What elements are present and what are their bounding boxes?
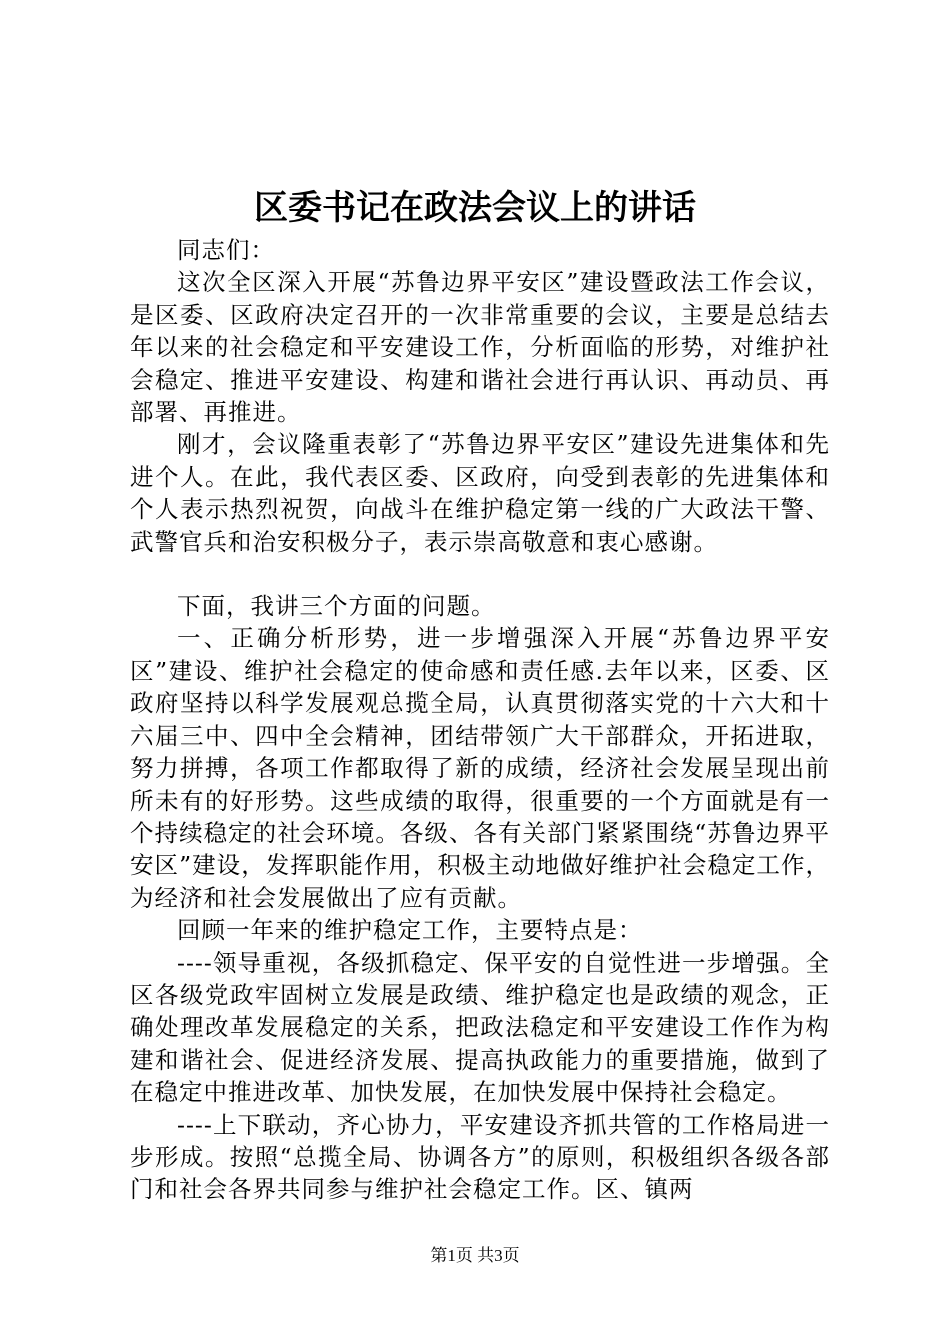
body-paragraph: 一、正确分析形势，进一步增强深入开展“苏鲁边界平安区”建设、维护社会稳定的使命感和责任感.去年以来，区委、区政府坚持以科学发展观总揽全局，认真贯彻落实党的十六大和十六届三中、四中全会精神，团结带领广大干部群众，开拓进取，努力拼搏，各项工作都取得了新的成绩，经济社会发展呈现出前所未有的好形势。这些成绩的取得，很重要的一个方面就是有一个持续稳定的社会环境。各级、各有关部门紧紧围绕“苏鲁边界平安区”建设，发挥职能作用，积极主动地做好维护社会稳定工作，为经济和社会发展做出了应有贡献。 — [130, 624, 830, 912]
body-paragraph: 回顾一年来的维护稳定工作，主要特点是： — [177, 916, 643, 945]
body-paragraph: 这次全区深入开展“苏鲁边界平安区”建设暨政法工作会议，是区委、区政府决定召开的一次非常重要的会议，主要是总结去年以来的社会稳定和平安建设工作，分析面临的形势，对维护社会稳定、推进平安建设、构建和谐社会进行再认识、再动员、再部署、再推进。 — [130, 268, 830, 427]
body-paragraph: 下面，我讲三个方面的问题。 — [177, 592, 496, 621]
body-paragraph: ----上下联动，齐心协力，平安建设齐抓共管的工作格局进一步形成。按照“总揽全局、协调各方”的原则，积极组织各级各部门和社会各界共同参与维护社会稳定工作。区、镇两 — [130, 1110, 830, 1204]
body-paragraph: ----领导重视，各级抓稳定、保平安的自觉性进一步增强。全区各级党政牢固树立发展是政绩、维护稳定也是政绩的观念，正确处理改革发展稳定的关系，把政法稳定和平安建设工作作为构建和谐社会、促进经济发展、提高执政能力的重要措施，做到了在稳定中推进改革、加快发展，在加快发展中保持社会稳定。 — [130, 948, 830, 1107]
document-body — [130, 234, 830, 1206]
page-footer: 第1页 共3页 — [430, 1246, 520, 1265]
document-title: 区委书记在政法会议上的讲话 — [254, 188, 696, 228]
body-paragraph: 刚才，会议隆重表彰了“苏鲁边界平安区”建设先进集体和先进个人。在此，我代表区委、区政府，向受到表彰的先进集体和个人表示热烈祝贺，向战斗在维护稳定第一线的广大政法干警、武警官兵和治安积极分子，表示崇高敬意和衷心感谢。 — [130, 430, 830, 556]
salutation-paragraph: 同志们： — [177, 236, 275, 264]
